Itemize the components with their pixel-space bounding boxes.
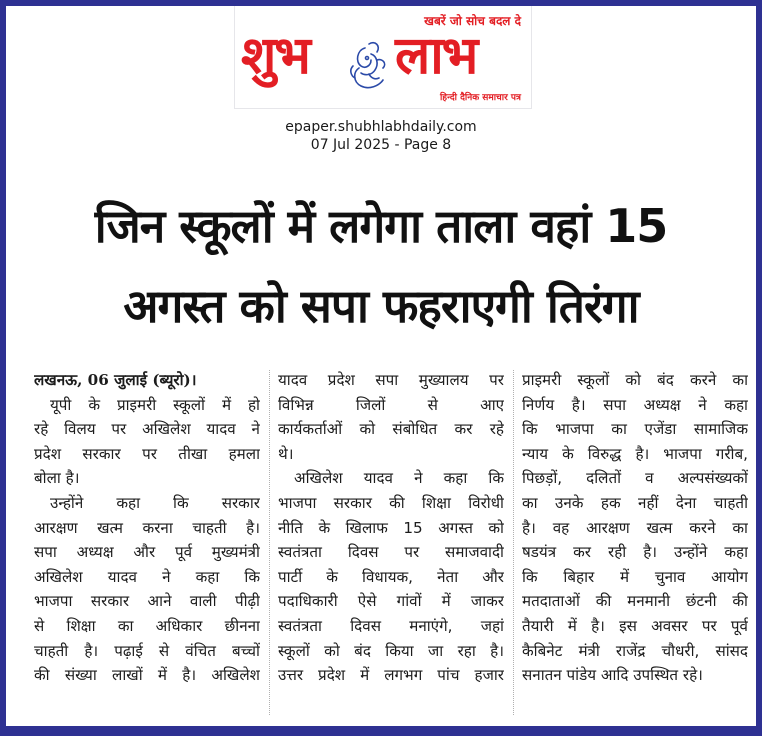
column-divider — [269, 370, 270, 715]
text-line: सनातन पांडेय आदि उपस्थित रहे। — [522, 666, 703, 685]
text-line: भाजपा सरकार आने वाली पीढ़ी — [34, 592, 260, 611]
text-line: है। वह आरक्षण खत्म करने का — [522, 518, 748, 537]
text-line: षडयंत्र कर रही है। उन्होंने कहा — [522, 543, 748, 562]
text-line: कि भाजपा का एजेंडा सामाजिक — [522, 420, 748, 439]
text-line: थे। — [278, 444, 294, 463]
masthead-tagline-top: खबरें जो सोच बदल दे — [424, 14, 521, 28]
headline-line-1: जिन स्कूलों में लगेगा ताला वहां 15 — [94, 199, 668, 253]
text-line: पदाधिकारी ऐसे गांवों में जाकर — [278, 592, 504, 611]
logo-word-shubh: शुभ — [241, 26, 309, 86]
text-line: से शिक्षा का अधिकार छीनना — [34, 616, 260, 635]
text-line: का उनके हक नहीं देना चाहती — [522, 493, 748, 512]
text-line: प्राइमरी स्कूलों को बंद करने का — [522, 371, 748, 389]
dateline: लखनऊ, 06 जुलाई (ब्यूरो)। — [34, 371, 197, 389]
text-line: अखिलेश यादव ने कहा कि — [294, 469, 504, 488]
text-line: उत्तर प्रदेश में लगभग पांच हजार — [278, 666, 504, 685]
text-line: न्याय के विरुद्ध है। भाजपा गरीब, — [522, 444, 748, 463]
text-line: चाहती है। पढ़ाई से वंचित बच्चों — [34, 641, 260, 660]
logo-word-labh: लाभ — [395, 26, 477, 86]
text-line: तैयारी में है। इस अवसर पर पूर्व — [522, 616, 748, 635]
text-line: अखिलेश यादव ने कहा कि — [34, 567, 260, 586]
headline-line-2: अगस्त को सपा फहराएगी तिरंगा — [123, 279, 639, 333]
text-line: स्वतंत्रता दिवस मनाएंगे, जहां — [278, 616, 504, 635]
column-divider — [513, 370, 514, 715]
text-line: पिछड़ों, दलितों व अल्पसंख्यकों — [522, 469, 748, 488]
masthead-tagline-bottom: हिन्दी दैनिक समाचार पत्र — [439, 93, 521, 103]
text-line: कि बिहार में चुनाव आयोग — [522, 567, 748, 586]
source-url: epaper.shubhlabhdaily.com — [285, 119, 477, 135]
text-line: स्कूलों को बंद किया जा रहा है। — [278, 641, 504, 660]
text-line: मतदाताओं की मनमानी छंटनी की — [522, 592, 748, 611]
article-column-1 — [34, 368, 260, 720]
text-line: यूपी के प्राइमरी स्कूलों में हो — [50, 395, 260, 414]
text-line: निर्णय है। सपा अध्यक्ष ने कहा — [522, 395, 748, 414]
text-line: नीति के खिलाफ 15 अगस्त को — [278, 518, 504, 537]
text-line: की संख्या लाखों में है। अखिलेश — [34, 666, 260, 685]
text-line: बोला है। — [34, 469, 80, 488]
text-line: सपा अध्यक्ष और पूर्व मुख्यमंत्री — [34, 543, 260, 562]
epaper-page — [6, 6, 756, 726]
text-line: उन्होंने कहा कि सरकार — [50, 493, 260, 512]
text-line: यादव प्रदेश सपा मुख्यालय पर — [278, 371, 504, 389]
text-line: कार्यकर्ताओं को संबोधित कर रहे — [278, 420, 504, 439]
masthead — [234, 6, 532, 109]
article-column-2 — [278, 368, 504, 720]
text-line: भाजपा सरकार की शिक्षा विरोधी — [278, 493, 504, 512]
article-column-3 — [522, 368, 748, 720]
text-line: कैबिनेट मंत्री राजेंद्र चौधरी, सांसद — [522, 641, 748, 660]
text-line: स्वतंत्रता दिवस पर समाजवादी — [278, 543, 504, 562]
ganesh-icon — [347, 38, 391, 94]
text-line: पार्टी के विधायक, नेता और — [278, 567, 504, 586]
text-line: रहे विलय पर अखिलेश यादव ने — [34, 420, 260, 439]
article-body — [34, 368, 746, 720]
text-line: विभिन्न जिलों से आए — [278, 395, 504, 414]
text-line: प्रदेश सरकार पर तीखा हमला — [34, 444, 260, 463]
text-line: आरक्षण खत्म करना चाहती है। — [34, 518, 260, 537]
source-date-page: 07 Jul 2025 - Page 8 — [310, 137, 452, 153]
